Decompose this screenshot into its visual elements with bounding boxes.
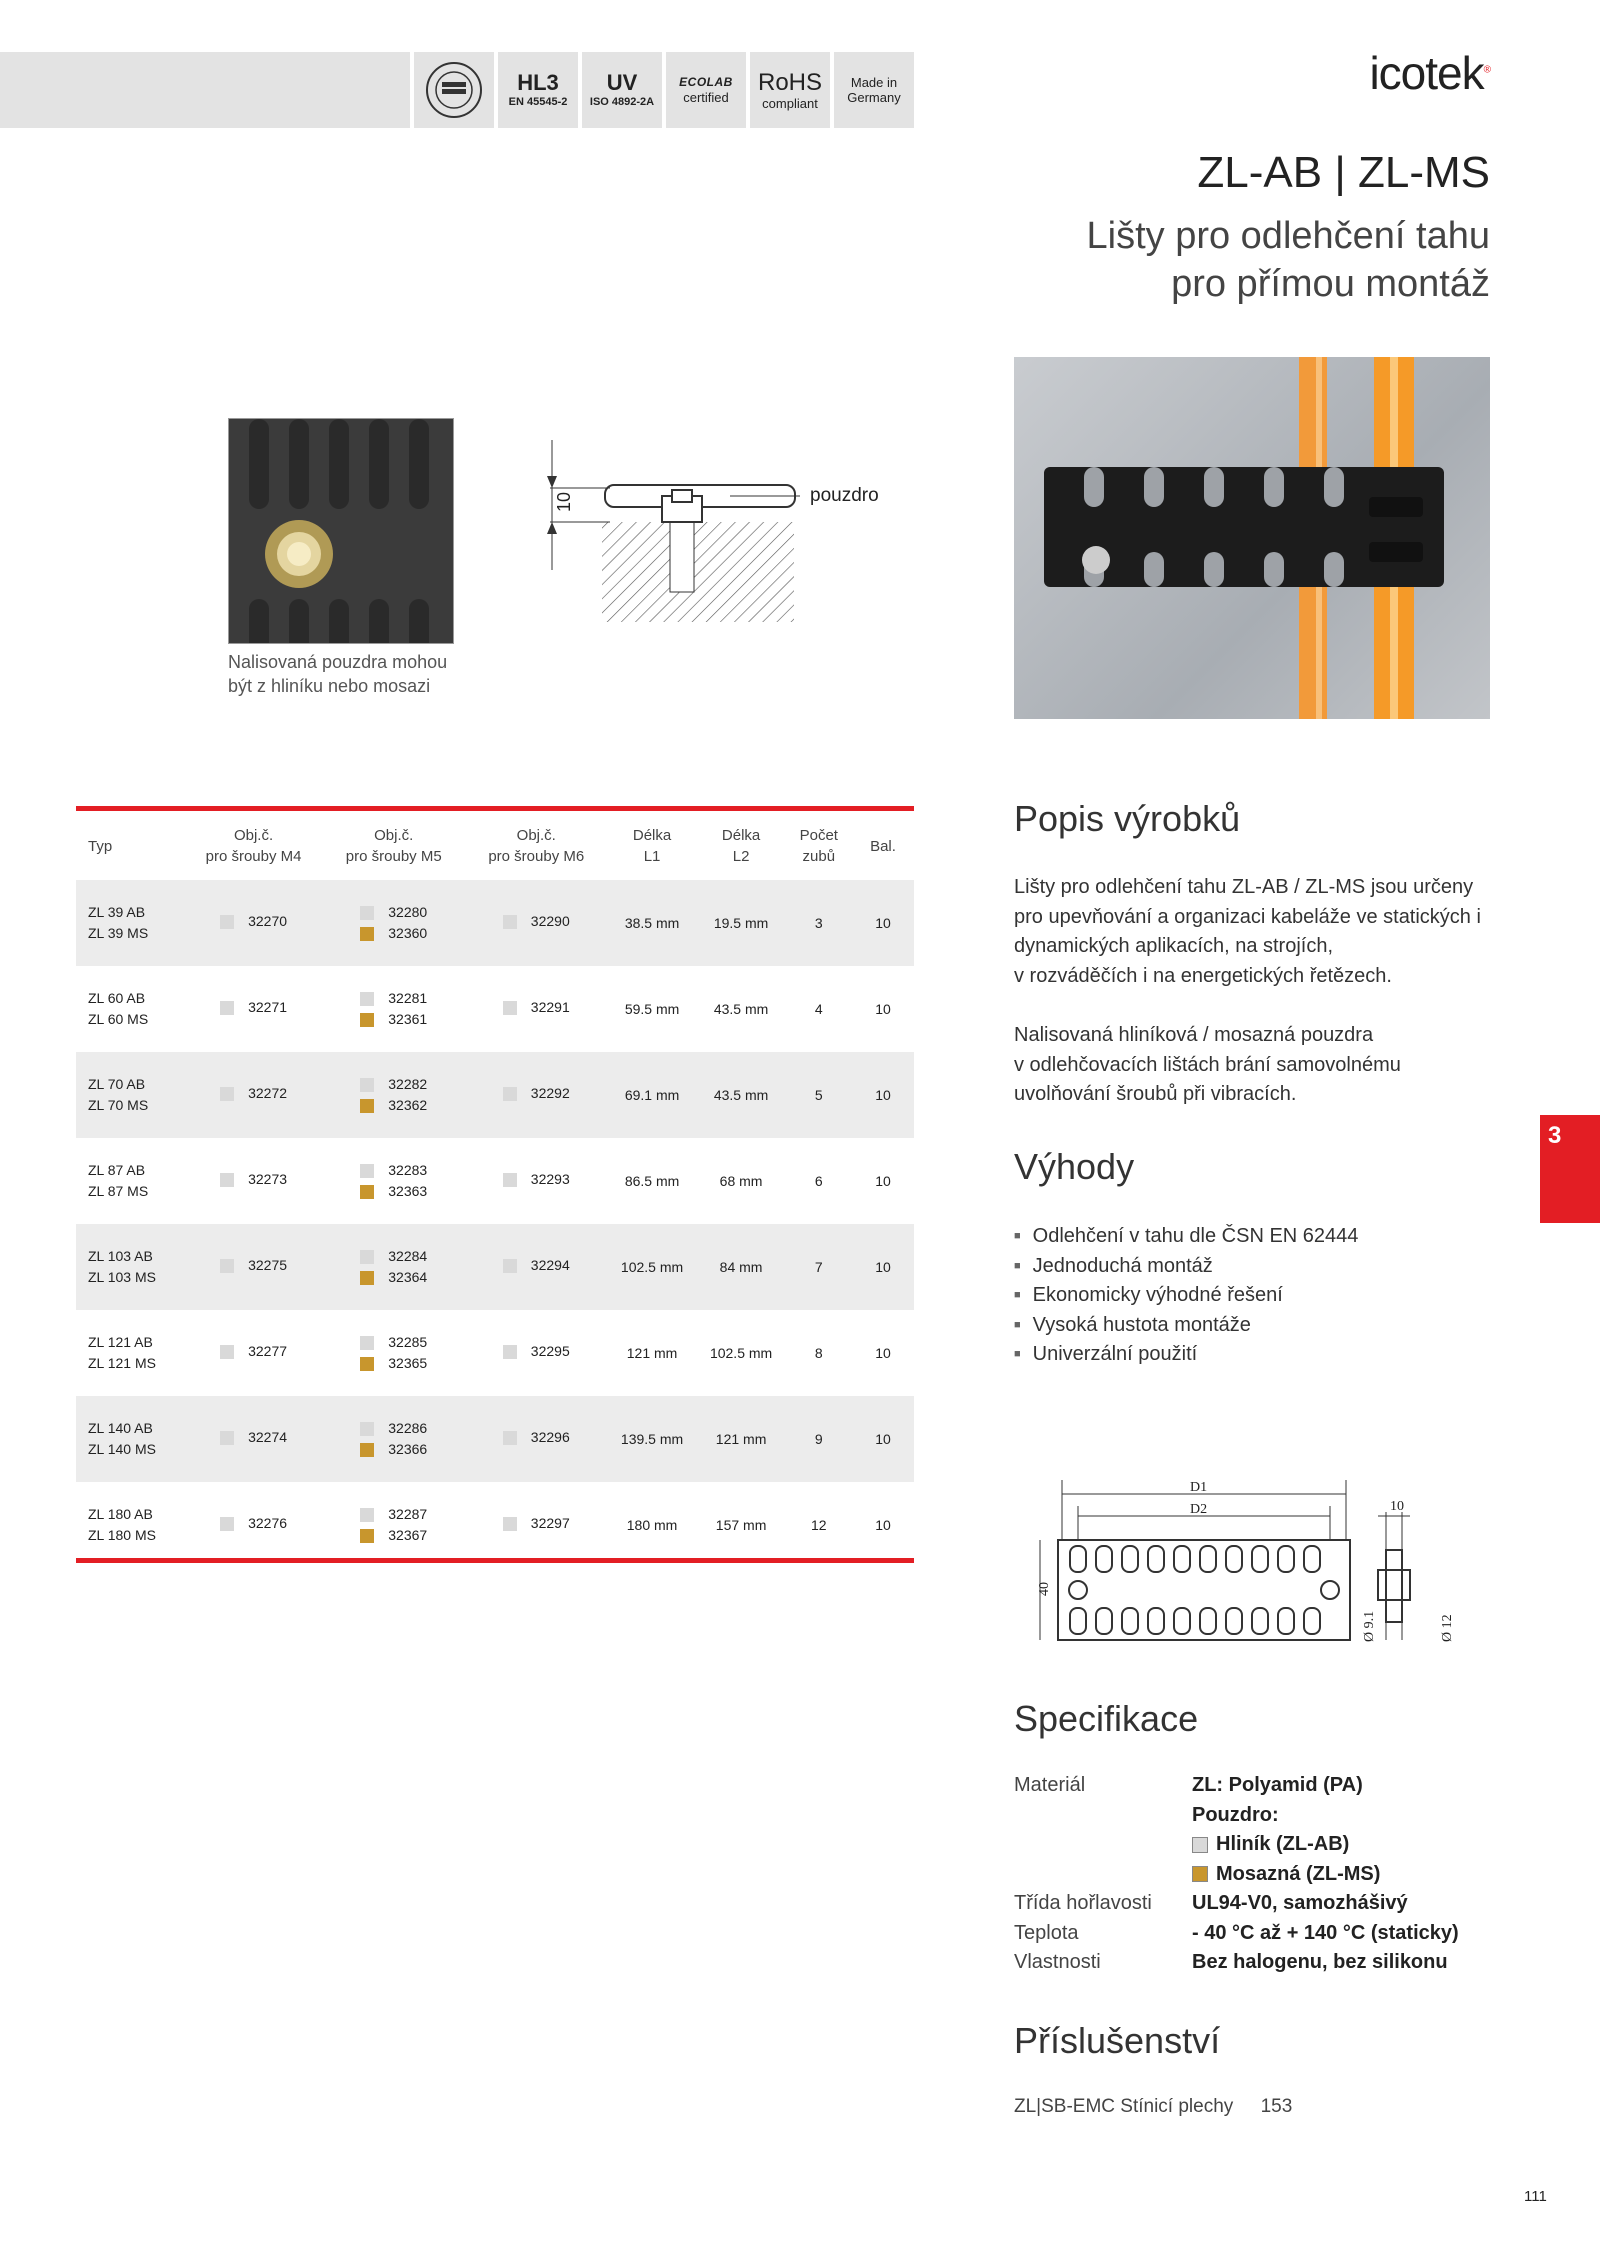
- cell-teeth: 5: [786, 1052, 852, 1138]
- aluminium-square-icon: [503, 1001, 517, 1015]
- spec-properties-label: Vlastnosti: [1014, 1951, 1101, 1973]
- thumb-caption-line1: Nalisovaná pouzdra mohou: [228, 652, 448, 672]
- cell-type: [76, 1310, 185, 1396]
- ecolab-label: ECOLAB: [679, 75, 733, 89]
- subtitle-line1: Lišty pro odlehčení tahu: [1086, 215, 1490, 257]
- order-no-m5-ms: 32367: [388, 1527, 428, 1543]
- col-header-pack-label: Bal.: [870, 837, 896, 855]
- aluminium-square-icon: [220, 915, 234, 929]
- spec-flammability-row: [1014, 1889, 1459, 1919]
- description-p1-line: pro upevňování a organizaci kabeláže ve statických i: [1014, 905, 1481, 928]
- brand-name: icotek: [1369, 47, 1484, 99]
- col-header-l2: [697, 812, 786, 880]
- brass-square-icon: [360, 1013, 374, 1027]
- col-header-m5-l2: pro šrouby M5: [345, 848, 442, 865]
- cell-length-l2: 157 mm: [715, 1516, 767, 1533]
- specs-list: [1014, 1771, 1459, 1978]
- aluminium-square-icon: [220, 1431, 234, 1445]
- aluminium-square-icon: [220, 1517, 234, 1531]
- aluminium-square-icon: [220, 1001, 234, 1015]
- type-ab: ZL 121 AB: [88, 1334, 153, 1350]
- description-heading: Popis výrobků: [1014, 798, 1241, 839]
- spec-temperature-label: Teplota: [1014, 1921, 1079, 1944]
- cell-type: [76, 1396, 185, 1482]
- table-row: [76, 1224, 914, 1310]
- brass-square-icon: [360, 1529, 374, 1543]
- col-header-m5-l1: Obj.č.: [374, 827, 414, 844]
- cell-length-l1: 86.5 mm: [624, 1172, 680, 1189]
- order-no-m5-ab: 32283: [388, 1162, 428, 1178]
- rohs-label: RoHS: [757, 68, 823, 96]
- cell-teeth: 6: [814, 1172, 823, 1189]
- type-ms: ZL 87 MS: [88, 1183, 149, 1199]
- accessory-name: ZL|SB-EMC Stínicí plechy: [1014, 2096, 1234, 2117]
- rohs-sub: compliant: [762, 95, 818, 111]
- brass-square-icon: [360, 927, 374, 941]
- aluminium-square-icon: [360, 1078, 374, 1092]
- order-no-m6: 32290: [530, 913, 570, 930]
- cell-length-l2: 121 mm: [697, 1396, 786, 1482]
- type-ms: ZL 60 MS: [88, 1011, 149, 1027]
- order-no-m5-ab: 32287: [388, 1506, 428, 1522]
- drawing-dimension-label: 10: [554, 491, 574, 512]
- table-header-row: [76, 812, 914, 880]
- cell-pack: 10: [852, 880, 914, 966]
- spec-brass-row: [1014, 1860, 1459, 1890]
- col-header-l1-l1: Délka: [632, 827, 672, 844]
- order-no-m5-ms: 32362: [388, 1097, 428, 1113]
- specs-heading: Specifikace: [1014, 1698, 1199, 1739]
- cell-pack: 10: [852, 1224, 914, 1310]
- uv-standard: ISO 4892-2A: [589, 95, 655, 108]
- made-in-germany-badge: [834, 52, 914, 128]
- cell-type: [76, 1224, 185, 1310]
- cell-length-l1: 38.5 mm: [608, 880, 697, 966]
- thumb-caption-line2: být z hliníku nebo mosazi: [228, 676, 431, 696]
- table-row: [76, 1310, 914, 1396]
- cell-m6: [465, 1052, 608, 1138]
- hl3-standard: EN 45545-2: [508, 95, 568, 108]
- spec-empty-label: [1014, 1830, 1192, 1860]
- col-header-pack: [852, 812, 914, 880]
- spec-material-value: ZL: Polyamid (PA): [1192, 1774, 1363, 1796]
- cell-pack: 10: [852, 1396, 914, 1482]
- cell-type: [76, 1052, 185, 1138]
- aluminium-square-icon: [220, 1345, 234, 1359]
- ecolab-certification-badge: [666, 52, 746, 128]
- cell-teeth: 3: [786, 880, 852, 966]
- dim-height: 40: [1037, 1582, 1052, 1596]
- cell-m4: [185, 1482, 323, 1568]
- bushing-closeup-illustration: [229, 419, 453, 643]
- spec-aluminium-row: [1014, 1830, 1459, 1860]
- description-p2-line: Nalisovaná hliníková / mosazná pouzdra: [1014, 1024, 1374, 1046]
- brand-logo: [1369, 46, 1490, 100]
- aluminium-square-icon: [360, 1508, 374, 1522]
- description-p2-line: uvolňování šroubů při vibracích.: [1014, 1083, 1297, 1105]
- advantage-item: ■ Ekonomicky výhodné řešení: [1014, 1281, 1358, 1311]
- brass-square-icon: [360, 1443, 374, 1457]
- aluminium-square-icon: [503, 1517, 517, 1531]
- table-top-rule: [76, 806, 914, 811]
- brass-square-icon: [360, 1185, 374, 1199]
- type-ab: ZL 87 AB: [88, 1162, 146, 1178]
- spec-properties-value: Bez halogenu, bez silikonu: [1192, 1951, 1448, 1973]
- cell-m4: [185, 1310, 323, 1396]
- cell-m6: [465, 1310, 608, 1396]
- header-gray-bar: [0, 52, 410, 128]
- product-photo-illustration: [1014, 357, 1490, 719]
- cell-teeth: 4: [814, 1000, 823, 1017]
- cell-m4: [185, 1224, 323, 1310]
- cell-m5: [322, 1138, 465, 1224]
- type-ab: ZL 60 AB: [88, 990, 146, 1006]
- cell-m4: [185, 1396, 323, 1482]
- description-p1-line: v rozváděčích i na energetických řetězech.: [1014, 964, 1392, 987]
- advantages-heading: Výhody: [1014, 1146, 1135, 1187]
- cell-length-l2: 102.5 mm: [709, 1344, 773, 1361]
- cell-pack: 10: [875, 1516, 891, 1533]
- order-no-m5-ms: 32366: [388, 1441, 428, 1457]
- spec-temperature-row: [1014, 1919, 1459, 1949]
- cell-teeth: 9: [786, 1396, 852, 1482]
- brass-swatch-icon: [1192, 1866, 1208, 1882]
- table-row: [76, 880, 914, 966]
- description-paragraph-2: [1014, 1021, 1514, 1110]
- aluminium-square-icon: [360, 1336, 374, 1350]
- subtitle-line2: pro přímou montáž: [1171, 263, 1490, 305]
- col-header-teeth-l1: Počet: [799, 827, 838, 844]
- aluminium-square-icon: [503, 1087, 517, 1101]
- order-no-m6: 32291: [530, 999, 570, 1016]
- uv-label: UV: [606, 69, 638, 95]
- order-no-m4: 32277: [248, 1343, 288, 1360]
- cell-length-l1: 102.5 mm: [608, 1224, 697, 1310]
- dim-d2: D2: [1190, 1502, 1208, 1517]
- cell-length-l2: 43.5 mm: [697, 1052, 786, 1138]
- table-row: [76, 1396, 914, 1482]
- ecolab-sub: certified: [683, 90, 729, 105]
- order-no-m6: 32293: [530, 1171, 570, 1188]
- order-no-m4: 32272: [248, 1085, 288, 1102]
- cell-m5: [322, 1310, 465, 1396]
- type-ab: ZL 70 AB: [88, 1076, 146, 1092]
- dim-width: 10: [1390, 1499, 1404, 1514]
- spec-brass-text: Mosazná (ZL-MS): [1216, 1862, 1381, 1885]
- page-subtitle: [1087, 212, 1491, 308]
- dnv-seal-icon: [423, 59, 485, 121]
- spec-aluminium: [1192, 1830, 1349, 1860]
- cell-length-l1: 139.5 mm: [608, 1396, 697, 1482]
- aluminium-square-icon: [503, 1345, 517, 1359]
- aluminium-square-icon: [503, 1173, 517, 1187]
- order-no-m4: 32276: [248, 1515, 288, 1532]
- col-header-l1-l2: L1: [643, 848, 661, 865]
- cell-teeth: 12: [811, 1516, 827, 1533]
- order-no-m4: 32275: [248, 1257, 288, 1274]
- cell-m6: [465, 1138, 608, 1224]
- table-row: [76, 966, 914, 1052]
- spec-flammability-value: UL94-V0, samozhášivý: [1192, 1892, 1408, 1914]
- advantage-item: ■ Vysoká hustota montáže: [1014, 1311, 1358, 1341]
- col-header-teeth-l2: zubů: [802, 848, 836, 865]
- spec-temperature-value: - 40 °C až + 140 °C (staticky): [1192, 1921, 1459, 1944]
- col-header-m6-l1: Obj.č.: [516, 827, 556, 844]
- order-no-m4: 32271: [248, 999, 288, 1016]
- brass-square-icon: [360, 1271, 374, 1285]
- cell-m5: [322, 966, 465, 1052]
- cell-pack: 10: [852, 1052, 914, 1138]
- dim-hole: Ø 9.1: [1362, 1610, 1377, 1642]
- order-no-m5-ab: 32280: [388, 904, 428, 920]
- cell-type: [76, 1482, 185, 1568]
- made-in-line2: Germany: [847, 90, 901, 105]
- order-no-m6: 32295: [530, 1343, 570, 1360]
- advantage-item: ■ Odlehčení v tahu dle ČSN EN 62444: [1014, 1222, 1358, 1252]
- description-p2-line: v odlehčovacích lištách brání samovolnému: [1014, 1053, 1401, 1076]
- order-no-m5-ab: 32281: [388, 990, 428, 1006]
- spec-material-label: Materiál: [1014, 1774, 1086, 1796]
- order-no-m5-ms: 32364: [388, 1269, 428, 1285]
- type-ab: ZL 140 AB: [88, 1420, 153, 1436]
- thumb-caption: [228, 650, 447, 698]
- hl3-label: HL3: [517, 69, 559, 95]
- type-ms: ZL 70 MS: [88, 1097, 149, 1113]
- cell-m6: [465, 966, 608, 1052]
- description-p1-line: Lišty pro odlehčení tahu ZL-AB / ZL-MS jsou určeny: [1014, 876, 1474, 898]
- advantages-list: [1014, 1222, 1358, 1370]
- cell-length-l2: 43.5 mm: [713, 1000, 769, 1017]
- product-table-body: [76, 880, 914, 1568]
- order-no-m5-ms: 32365: [388, 1355, 428, 1371]
- cell-m6: [465, 880, 608, 966]
- spec-aluminium-text: Hliník (ZL-AB): [1216, 1833, 1350, 1855]
- aluminium-square-icon: [503, 1259, 517, 1273]
- order-no-m5-ms: 32360: [388, 925, 428, 941]
- description-p1-line: dynamických aplikacích, na strojích,: [1014, 935, 1334, 957]
- col-header-type: [76, 812, 185, 880]
- advantage-item: ■ Jednoduchá montáž: [1014, 1252, 1358, 1282]
- cell-length-l1: 59.5 mm: [624, 1000, 680, 1017]
- col-header-type-label: Typ: [88, 837, 113, 855]
- type-ms: ZL 39 MS: [88, 925, 149, 941]
- aluminium-square-icon: [360, 1250, 374, 1264]
- accessory-item: [1014, 2096, 1292, 2118]
- cell-pack: 10: [875, 1344, 891, 1361]
- order-no-m5-ms: 32361: [388, 1011, 428, 1027]
- cross-section-drawing: [530, 430, 800, 630]
- cell-m4: [185, 966, 323, 1052]
- order-no-m6: 32294: [530, 1257, 570, 1274]
- uv-certification-badge: [582, 52, 662, 128]
- page-number: 111: [1524, 2188, 1547, 2205]
- rohs-certification-badge: [750, 52, 830, 128]
- col-header-l1: [608, 812, 697, 880]
- order-no-m4: 32270: [248, 913, 288, 930]
- cell-m4: [185, 880, 323, 966]
- cell-m4: [185, 1138, 323, 1224]
- type-ab: ZL 180 AB: [88, 1506, 153, 1522]
- aluminium-square-icon: [503, 1431, 517, 1445]
- cell-pack: 10: [875, 1000, 891, 1017]
- aluminium-square-icon: [360, 1422, 374, 1436]
- registered-mark-icon: ®: [1483, 64, 1490, 76]
- order-no-m5-ab: 32282: [388, 1076, 428, 1092]
- order-no-m6: 32297: [530, 1515, 570, 1532]
- cell-teeth: 7: [786, 1224, 852, 1310]
- cell-pack: 10: [875, 1172, 891, 1189]
- aluminium-square-icon: [503, 915, 517, 929]
- bushing-label: pouzdro: [810, 485, 879, 506]
- spec-empty-label: [1014, 1801, 1192, 1831]
- type-ms: ZL 140 MS: [88, 1441, 156, 1457]
- accessory-page-link[interactable]: 153: [1260, 2096, 1293, 2117]
- cell-m5: [322, 1224, 465, 1310]
- cell-length-l1: 69.1 mm: [608, 1052, 697, 1138]
- order-no-m6: 32292: [530, 1085, 570, 1102]
- table-row: [76, 1052, 914, 1138]
- cell-m6: [465, 1396, 608, 1482]
- cell-type: [76, 1138, 185, 1224]
- table-bottom-rule: [76, 1558, 914, 1563]
- made-in-line1: Made in: [850, 75, 898, 90]
- aluminium-square-icon: [220, 1173, 234, 1187]
- cell-length-l2: 68 mm: [719, 1172, 763, 1189]
- spec-properties-row: [1014, 1948, 1459, 1978]
- spec-material-row: [1014, 1771, 1459, 1801]
- type-ms: ZL 121 MS: [88, 1355, 156, 1371]
- type-ms: ZL 180 MS: [88, 1527, 156, 1543]
- table-row: [76, 1138, 914, 1224]
- cell-m5: [322, 1052, 465, 1138]
- product-table: [76, 812, 914, 1568]
- chapter-tab: 3: [1540, 1115, 1600, 1223]
- order-no-m4: 32273: [248, 1171, 288, 1188]
- order-no-m6: 32296: [530, 1429, 570, 1446]
- dim-d1: D1: [1190, 1480, 1208, 1495]
- type-ms: ZL 103 MS: [88, 1269, 156, 1285]
- type-ab: ZL 39 AB: [88, 904, 146, 920]
- advantage-item: ■ Univerzální použití: [1014, 1340, 1358, 1370]
- aluminium-square-icon: [360, 992, 374, 1006]
- cell-m5: [322, 880, 465, 966]
- brass-square-icon: [360, 1357, 374, 1371]
- col-header-l2-l1: Délka: [721, 827, 761, 844]
- col-header-teeth: [786, 812, 852, 880]
- spec-bushing-row: [1014, 1801, 1459, 1831]
- cell-teeth: 8: [814, 1344, 823, 1361]
- order-no-m5-ab: 32285: [388, 1334, 428, 1350]
- cell-length-l2: 84 mm: [697, 1224, 786, 1310]
- col-header-m6: [465, 812, 608, 880]
- order-no-m5-ms: 32363: [388, 1183, 428, 1199]
- col-header-m6-l2: pro šrouby M6: [488, 848, 585, 865]
- brass-square-icon: [360, 1099, 374, 1113]
- hl3-certification-badge: [498, 52, 578, 128]
- col-header-l2-l2: L2: [732, 848, 750, 865]
- order-no-m5-ab: 32284: [388, 1248, 428, 1264]
- description-paragraph-1: [1014, 873, 1514, 991]
- cell-length-l2: 19.5 mm: [697, 880, 786, 966]
- aluminium-square-icon: [220, 1259, 234, 1273]
- col-header-m4-l2: pro šrouby M4: [205, 848, 302, 865]
- bushing-closeup-photo: [228, 418, 454, 644]
- page-title: ZL-AB | ZL-MS: [1197, 148, 1490, 197]
- spec-flammability-label: Třída hořlavosti: [1014, 1892, 1152, 1914]
- order-no-m4: 32274: [248, 1429, 288, 1446]
- order-no-m5-ab: 32286: [388, 1420, 428, 1436]
- dnv-certification-badge: [414, 52, 494, 128]
- aluminium-square-icon: [220, 1087, 234, 1101]
- aluminium-square-icon: [360, 1164, 374, 1178]
- accessories-heading: Příslušenství: [1014, 2020, 1221, 2061]
- product-photo: [1014, 357, 1490, 719]
- cell-length-l1: 121 mm: [626, 1344, 678, 1361]
- cell-m5: [322, 1396, 465, 1482]
- col-header-m4-l1: Obj.č.: [233, 827, 274, 844]
- cell-m4: [185, 1052, 323, 1138]
- cell-m6: [465, 1482, 608, 1568]
- cell-length-l1: 180 mm: [626, 1516, 678, 1533]
- col-header-m5: [322, 812, 465, 880]
- table-row: [76, 1482, 914, 1568]
- cell-type: [76, 966, 185, 1052]
- cell-type: [76, 880, 185, 966]
- spec-brass: [1192, 1860, 1380, 1890]
- col-header-m4: [185, 812, 323, 880]
- cell-m5: [322, 1482, 465, 1568]
- cell-m6: [465, 1224, 608, 1310]
- spec-empty-label: [1014, 1860, 1192, 1890]
- spec-bushing-label: Pouzdro:: [1192, 1803, 1279, 1826]
- type-ab: ZL 103 AB: [88, 1248, 153, 1264]
- dim-diameter: Ø 12: [1440, 1614, 1455, 1642]
- dimension-drawing: [1014, 1470, 1494, 1650]
- aluminium-square-icon: [360, 906, 374, 920]
- aluminium-swatch-icon: [1192, 1837, 1208, 1853]
